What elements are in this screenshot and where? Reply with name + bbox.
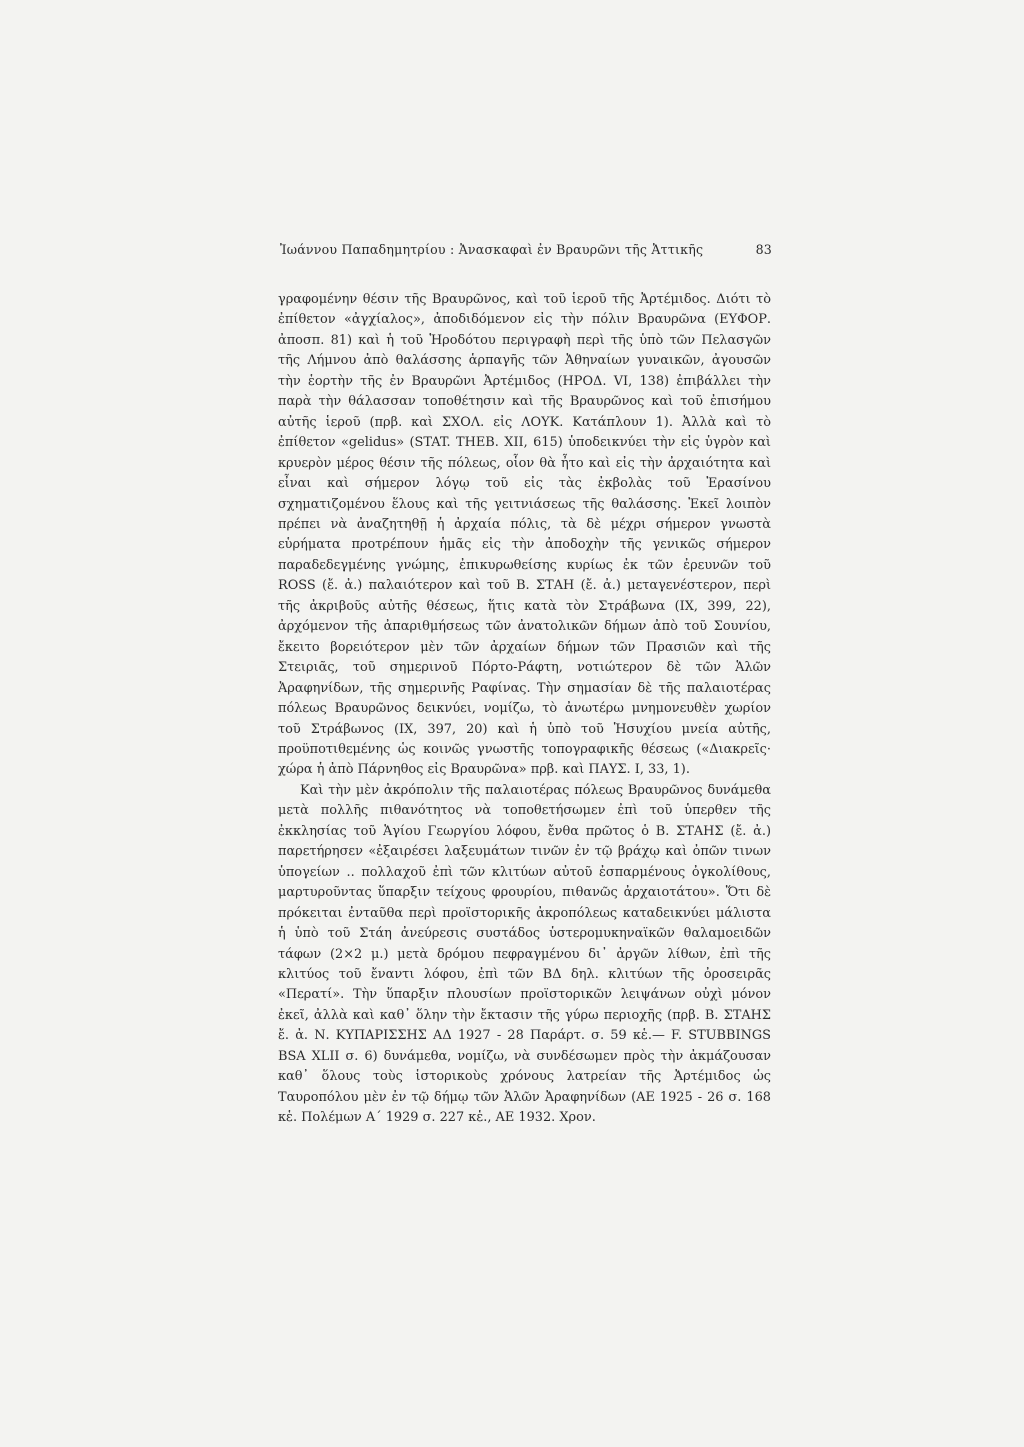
running-title: Ἰωάννου Παπαδημητρίου : Ἀνασκαφαὶ ἐν Βραυρῶνι τῆς Ἀττικῆς <box>280 242 704 257</box>
running-header <box>280 242 772 264</box>
page-number: 83 <box>755 242 772 257</box>
body-text <box>278 290 771 1129</box>
paragraph: Καὶ τὴν μὲν ἀκρόπολιν τῆς παλαιοτέρας πόλεως Βραυρῶνος δυνάμεθα μετὰ πολλῆς πιθανότητος νὰ τοποθετήσωμεν ἐπὶ τοῦ ὑπερθεν τῆς ἐκκλησίας τοῦ Ἁγίου Γεωργίου λόφου, ἔνθα πρῶτος ὁ Β. ΣΤΑΗΣ (ἔ. ἀ.) παρετήρησεν «ἐξαιρέσει λαξευμάτων τινῶν ἐν τῷ βράχῳ καὶ ὀπῶν τινων ὑπογείων .. πολλαχοῦ ἐπὶ τῶν κλιτύων αὐτοῦ ἐσπαρμένους ὀγκολίθους, μαρτυροῦντας ὕπαρξιν τείχους φρουρίου, πιθανῶς ἀρχαιοτάτου». Ὅτι δὲ πρόκειται ἐνταῦθα περὶ προϊστορικῆς ἀκροπόλεως καταδεικνύει μάλιστα ἡ ὑπὸ τοῦ Στάη ἀνεύρεσις συστάδος ὑστερομυκηναϊκῶν θαλαμοειδῶν τάφων (2×2 μ.) μετὰ δρόμου πεφραγμένου δι᾿ ἀργῶν λίθων, ἐπὶ τῆς κλιτύος τοῦ ἔναντι λόφου, ἐπὶ τῶν ΒΔ δηλ. κλιτύων τῆς ὀροσειρᾶς «Περατί». Τὴν ὕπαρξιν πλουσίων προϊστορικῶν λειψάνων οὐχὶ μόνον ἐκεῖ, ἀλλὰ καὶ καθ᾿ ὅλην τὴν ἔκτασιν τῆς γύρω περιοχῆς (πρβ. Β. ΣΤΑΗΣ ἔ. ἀ. Ν. ΚΥΠΑΡΙΣΣΗΣ ΑΔ 1927 - 28 Παράρτ. σ. 59 κἑ.— F. STUBBINGS BSA XLII σ. 6) δυνάμεθα, νομίζω, νὰ συνδέσωμεν πρὸς τὴν ἀκμάζουσαν καθ᾿ ὅλους τοὺς ἱστορικοὺς χρόνους λατρείαν τῆς Ἀρτέμιδος ὡς Ταυροπόλου μὲν ἐν τῷ δήμῳ τῶν Ἁλῶν Ἀραφηνίδων (ΑΕ 1925 - 26 σ. 168 κἑ. Πολέμων Α΄ 1929 σ. 227 κἑ., ΑΕ 1932. Χρον. <box>278 782 771 1126</box>
paragraph: γραφομένην θέσιν τῆς Βραυρῶνος, καὶ τοῦ ἱεροῦ τῆς Ἀρτέμιδος. Διότι τὸ ἐπίθετον «ἀγχίαλος», ἀποδιδόμενον εἰς τὴν πόλιν Βραυρῶνα (ΕΥΦΟΡ. ἀποσπ. 81) καὶ ἡ τοῦ Ἡροδότου περιγραφὴ περὶ τῆς ὑπὸ τῶν Πελασγῶν τῆς Λήμνου ἀπὸ θαλάσσης ἁρπαγῆς τῶν Ἀθηναίων γυναικῶν, ἀγουσῶν τὴν ἑορτὴν τῆς ἐν Βραυρῶνι Ἀρτέμιδος (ΗΡΟΔ. VI, 138) ἐπιβάλλει τὴν παρὰ τὴν θάλασσαν τοποθέτησιν καὶ τῆς Βραυρῶνος καὶ τοῦ ἐπισήμου αὐτῆς ἱεροῦ (πρβ. καὶ ΣΧΟΛ. εἰς ΛΟΥΚ. Κατάπλουν 1). Ἀλλὰ καὶ τὸ ἐπίθετον «gelidus» (STAT. THEB. XII, 615) ὑποδεικνύει τὴν εἰς ὑγρὸν καὶ κρυερὸν μέρος θέσιν τῆς πόλεως, οἷον θὰ ἦτο καὶ εἰς τὴν ἀρχαιότητα καὶ εἶναι καὶ σήμερον λόγῳ τοῦ εἰς τὰς ἐκβολὰς τοῦ Ἐρασίνου σχηματιζομένου ἕλους καὶ τῆς γειτνιάσεως τῆς θαλάσσης. Ἐκεῖ λοιπὸν πρέπει νὰ ἀναζητηθῇ ἡ ἀρχαία πόλις, τὰ δὲ μέχρι σήμερον γνωστὰ εὑρήματα προτρέπουν ἡμᾶς εἰς τὴν ἀποδοχὴν τῆς γενικῶς σήμερον παραδεδεγμένης γνώμης, ἐπικυρωθείσης κυρίως ἐκ τῶν ἐρευνῶν τοῦ ROSS (ἔ. ἀ.) παλαιότερον καὶ τοῦ Β. ΣΤΑΗ (ἔ. ἀ.) μεταγενέστερον, περὶ τῆς ἀκριβοῦς αὐτῆς θέσεως, ἥτις κατὰ τὸν Στράβωνα (IX, 399, 22), ἀρχόμενον τῆς ἀπαριθμήσεως τῶν ἀνατολικῶν δήμων ἀπὸ τοῦ Σουνίου, ἔκειτο βορειότερον μὲν τῶν ἀρχαίων δήμων τῶν Πρασιῶν καὶ τῆς Στειριᾶς, τοῦ σημερινοῦ Πόρτο-Ράφτη, νοτιώτερον δὲ τῶν Ἁλῶν Ἀραφηνίδων, τῆς σημερινῆς Ραφίνας. Τὴν σημασίαν δὲ τῆς παλαιοτέρας πόλεως Βραυρῶνος δεικνύει, νομίζω, τὸ ἀνωτέρω μνημονευθὲν χωρίον τοῦ Στράβωνος (IX, 397, 20) καὶ ἡ ὑπὸ τοῦ Ἡσυχίου μνεία αὐτῆς, προϋποτιθεμένης ὡς κοινῶς γνωστῆς τοπογραφικῆς θέσεως («Διακρεῖς· χώρα ἡ ἀπὸ Πάρνηθος εἰς Βραυρῶνα» πρβ. καὶ ΠΑΥΣ. I, 33, 1). <box>278 292 771 778</box>
